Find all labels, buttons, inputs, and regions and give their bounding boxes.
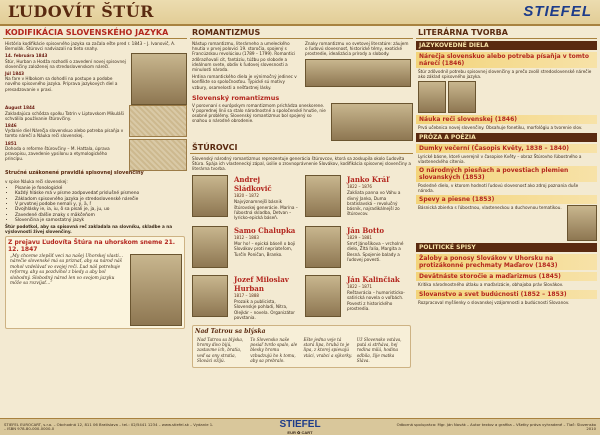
portrait-hurban (192, 275, 228, 317)
work-desc: Rozpracoval myšlienky o slovanskej vzájomnosti a budúcnosti Slovanov. (418, 299, 570, 305)
politicke-spisy-heading: POLITICKÉ SPISY (416, 243, 597, 252)
stur-portrait (130, 254, 182, 326)
person-text: Prozaik a publicista, Slovenskje pohladi, Nitra, Olejkár – novela. Organizátor povstania. (234, 299, 295, 320)
date-2-text: Na fare v Hlbokom sa dohodli na postupe a podobe nového spisovného jazyka. Príprava jazykových diel a presadzovanie v praxi. (5, 76, 118, 92)
work-desc: Štúr zdôvodnil potrebu spisovnej slovenčiny a prečo zvolil stredoslovenské nárečie ako základ spisovného jazyka. (418, 69, 592, 80)
book-cover-spevy (567, 205, 597, 241)
date-3-text: Zakladajúca schôdza spolku Tatrín v Liptovskom Mikuláši schválila používanie štúrovčiny. (5, 110, 124, 121)
person-name: Andrej Sládkovič (234, 175, 272, 194)
work-title: Devätnáste storočie a maďarizmus (1845) (416, 272, 597, 281)
romantizmus-text-2: Hrdina romantického diela je výnimočný jedinec v konflikte so spoločnosťou. Typické sú motívy vzbury, osamelosti a nešťastnej lásky. (192, 74, 297, 90)
work-title: Dumky večerní (Časopis Květy, 1838 – 1840) (416, 144, 597, 153)
person-name: Jozef Miloslav Hurban (234, 275, 289, 294)
poem-stanza: Nad Tatrou sa blýska, hromy divo bijú, zastavme ich, bratia, veď sa ony stratia, Slováci ožijú. (197, 337, 244, 363)
column-literarna-tvorba (416, 26, 597, 417)
hodza-portrait (131, 53, 187, 105)
delacroix-painting (305, 59, 411, 87)
date-4: 1846 (5, 123, 17, 129)
poster-footer (0, 418, 600, 435)
poem-stanza: Ešte jedna veje tá stará lipa, hrubá to je lipa, z ktorej spievajú vtáci, vrabci a sýkorky. (303, 337, 353, 358)
rule-item: • Písanie je fonologické (15, 186, 185, 191)
portrait-chalupka (192, 226, 228, 268)
work-desc: Lyrické básne, ktoré uverejnil v časopise Květy – obraz Štúrovho ľúbostného a vlasteneckého cítenia. (418, 153, 582, 164)
work-title: O národných piesňach a povestiach plemien slovanských (1853) (416, 166, 597, 182)
romantizmus-text-3: Znaky romantizmu vo svetovej literatúre: záujem o ľudovú slovesnosť, historické témy, exotické prostredie, idealizácia prírody a slobody. (305, 41, 409, 57)
poster-header (0, 0, 600, 26)
work-desc: Básnická zbierka s ľúbostnou, vlasteneckou a duchovnou tematikou. (418, 205, 562, 211)
person-text: Smrť Jánošíkova – vrcholné dielo, Žltá ľalia, Margita a Besná. Spojenie balady a ľudovej povesti. (347, 241, 404, 262)
date-5-text: Dohoda o reforme štúrovčiny – M. Hattala, úprava pravopisu, zavedenie ypsilonu a etymologického princípu. (5, 145, 110, 162)
person-name: Ján Botto (347, 226, 385, 236)
rule-item: • V prvotnej podobe nemali y, ý, ä, ľ (15, 202, 185, 207)
sturovci-heading: ŠTÚROVCI (190, 142, 413, 154)
date-4-text: Vydanie diel Nárečja slovenskuo alebo potreba písaňja v tomto nárečí a Náuka reči slovenskej. (5, 128, 124, 139)
work-desc: Posledné dielo, v ktorom hodnotí ľudovú slovesnosť ako zdroj poznania duše národa. (418, 183, 579, 194)
person-botto (305, 226, 411, 269)
footer-left: STIEFEL EUROCART, s.r.o. – Obchodná 12, 811 06 Bratislava – tel.: 02/5441 1234 – www.stiefel.sk – Vydanie 1. – ISBN 978-80-000-0000-0 (4, 421, 214, 431)
rule-item: • Základom spisovného jazyka je stredoslovenské nárečie (15, 197, 185, 202)
person-sladkovic (192, 175, 298, 220)
person-life: 1822 – 1876 (347, 184, 372, 190)
book-cover-2 (129, 139, 187, 171)
publisher-logo[interactable]: STIEFEL (523, 3, 592, 20)
person-life: 1817 – 1888 (234, 293, 259, 299)
work-desc: Kritika národnostného útlaku a maďarizácie, obhajoba práv Slovákov. (418, 282, 564, 288)
speech-quote: „My chceme zlepšiť veci na našej Uhorskej vlasti... nárečie slovenské má sa priznať, aby sa národ náš mohol vzdelávať vo svojej reči. Ľud náš potrebuje reformy, aby sa pozdvihol z biedy a aby bol slobodný. Slobodný národ len vo svojom jazyku môže sa rozvíjať...“ (10, 254, 123, 287)
column-romantizmus (190, 26, 413, 417)
work-title: Žaloby a ponosy Slovákov v Uhorsku na protizákonné prechmaty Maďarov (1843) (416, 254, 597, 270)
book-cover-narecja (418, 81, 446, 113)
person-life: 1829 – 1881 (347, 235, 372, 241)
sturovci-text: Slovenský národný romantizmus reprezentuje generácia štúrovcov, ktorá sa zoskupila okolo Ľudovíta Štúra. Spája ich vlastenecký zápal, úsilie o zrovnoprávnenie Slovákov, kodifikácia spisovnej slovenčiny a literárna tvorba. (192, 155, 411, 172)
person-text: Mor ho! – epická báseň o boji Slovákov proti nepriateľom, Turčín Poničan, Branko. (234, 241, 296, 257)
person-life: 1822 – 1871 (347, 284, 372, 290)
person-text: Zakliata panna vo Váhu a divný Janko, Duma bratislavská – revolučný básnik, najradikálnejší zo štúrovcov. (347, 190, 401, 217)
romantizmus-heading: ROMANTIZMUS (190, 27, 413, 39)
rules-note: Štúr podotkol, aby sa spisovná reč zakladala na slovníku, skladbe a na výslovnosti živej slovenčiny. (5, 223, 173, 234)
portrait-kral (305, 175, 341, 217)
person-text: Najvýznamnejší básnik štúrovskej generácie. Marína – ľúbostná skladba, Detvan – lyricko-epická báseň. (234, 199, 298, 221)
person-name: Samo Chalupka (234, 226, 296, 236)
book-cover-1 (129, 105, 187, 137)
person-kral (305, 175, 411, 220)
speech-title: Z prejavu Ľudovíta Štúra na uhorskom sneme 21. 12. 1847 (8, 239, 176, 254)
slovak-romantizmus-text: V porovnaní s európskym romantizmom prichádza oneskorene. V poprednej línii sa stalo národnostné a spoločenské hnutie, nie osobné problémy. Slovenský romantizmus bol spojený so snahou o národné obrodenie. (192, 102, 326, 124)
book-cover-nauka (448, 81, 476, 113)
literarna-heading: LITERÁRNA TVORBA (416, 27, 597, 39)
person-life: 1812 – 1883 (234, 235, 259, 241)
date-5: 1851 (5, 140, 17, 146)
date-1-text: Štúr, Hurban a Hodža rozhodli o zavedení novej spisovnej slovenčiny založenej na stredoslovenskom nárečí. (5, 58, 126, 69)
rule-item: • Každý hláske má v písme zodpovedať príslušné písmeno (15, 191, 185, 196)
person-name: Ján Kalinčiak (347, 275, 400, 285)
rule-item: • Slovenčina je samostatný jazyk (15, 218, 185, 223)
poem-stanza: Už Slovensko vstáva, putá si strháva, hej rodina milá, hodina odbila, žije matka Sláva. (356, 337, 402, 363)
date-2: Júl 1843 (5, 71, 25, 77)
footer-logo[interactable] (279, 419, 320, 435)
work-title: Slovanstvo a svet budúcnosti (1852 – 1853) (416, 290, 597, 299)
poem-box (192, 325, 411, 368)
kodifikacia-heading: KODIFIKÁCIA SLOVENSKÉHO JAZYKA (3, 27, 187, 39)
rules-lead: v spise Náuka reči slovenskej: (5, 178, 68, 184)
person-life: 1820 – 1872 (234, 193, 259, 199)
footer-logo-sub: EUR ✿ CART (287, 430, 313, 435)
slovak-romantizmus-heading: Slovenský romantizmus (192, 93, 280, 102)
rules-heading: Stručné uzákonené pravidlá spisovnej slovenčiny (5, 170, 144, 177)
person-kalinciak (305, 275, 411, 320)
portrait-sladkovic (192, 175, 228, 217)
jazykovedne-heading: JAZYKOVEDNÉ DIELA (416, 41, 597, 50)
landscape-painting (331, 103, 413, 141)
rule-item: • Dvojhlásky ie, ia, iu, ô sa písali je, ja, ju, uo (15, 207, 185, 212)
work-desc: Prvá učebnica novej slovenčiny. Obsahuje fonetiku, morfológiu a tvorenie slov. (418, 125, 583, 131)
work-title: Náuka reči slovenskej (1846) (416, 115, 597, 124)
date-1: 14. februára 1843 (5, 53, 48, 59)
work-title: Spevy a piesne (1853) (416, 195, 597, 204)
speech-box (5, 236, 185, 329)
poem-title: Nad Tatrou sa blýska (195, 328, 266, 336)
footer-right: Odborná spolupráca: Mgr. Ján Novák – Autor textov a grafika – Všetky práva vyhradené – Tlač: Slovensko 2010 (396, 421, 596, 431)
person-name: Janko Kráľ (347, 175, 389, 185)
kodifikacia-intro: História kodifikácie spisovného jazyka sa začala ešte pred r. 1843 – J. Ivanovič, A. Bernolák. Štúrovci nadviazali na tieto snahy. (5, 41, 176, 52)
portrait-kalinciak (305, 275, 341, 317)
column-kodifikacia (3, 26, 187, 417)
poster-title: ĽUDOVÍT ŠTÚR (8, 2, 154, 21)
rules-list (9, 186, 185, 224)
poem-stanza: To Slovensko naše posiaľ tvrdo spalo, ale blesky hromu vzbudzujú ho k tomu, aby sa prebralo. (250, 337, 298, 363)
person-chalupka (192, 226, 298, 269)
proza-poezia-heading: PRÓZA A POÉZIA (416, 133, 597, 142)
romantizmus-text-1: Nástup romantizmu, literárneho a umeleckého hnutia v prvej polovici 19. storočia, spojený s Francúzskou revolúciou (1789 – 1799). Romantici zdôrazňovali cit, fantáziu, túžbu po slobode a ideálnom svete, obdiv k ľudovej slovesnosti a minulosti národa. (192, 41, 296, 73)
person-hurban (192, 275, 298, 320)
footer-logo-text: STIEFEL (279, 419, 321, 430)
date-3: August 1844 (5, 105, 35, 111)
rule-item: • Zavedené ďalšie znaky s mäkčeňom (15, 213, 185, 218)
portrait-botto (305, 226, 341, 268)
work-title: Nárečja slovenskuo alebo potreba písaňja v tomto nárečí (1846) (416, 52, 597, 68)
person-text: Reštavrácia – humoristicko-satirická novela o voľbách. Povesti z historického prostredia. (347, 290, 405, 311)
